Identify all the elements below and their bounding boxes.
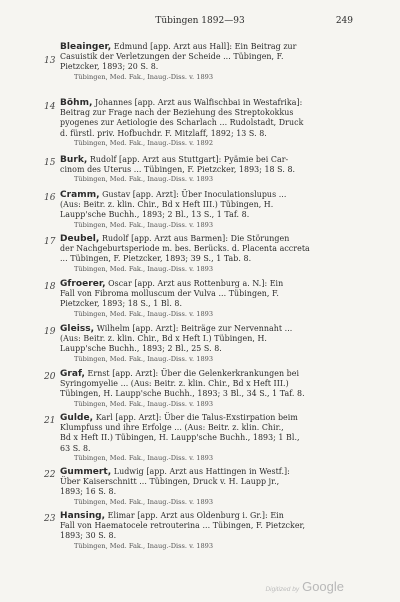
dissertation-note: Tübingen, Med. Fak., Inaug.-Diss. v. 1893 — [74, 454, 214, 462]
entry-number: 13 — [44, 56, 56, 66]
entry-number: 16 — [44, 193, 56, 203]
entry-body — [60, 190, 358, 221]
entry-body — [60, 369, 358, 400]
author-surname: Bleainger, — [60, 42, 112, 52]
entry-body — [60, 42, 358, 73]
author-surname: Graf, — [60, 369, 85, 379]
dissertation-note: Tübingen, Med. Fak., Inaug.-Diss. v. 1893 — [74, 498, 214, 506]
entry-text: Ernst [app. Arzt]: Über die Gelenkerkrankungen bei Syringomyelie ... (Aus: Beitr. z. klin. Chir., Bd x Heft III.) Tübingen, H. Laupp'sche Buchh., 1893; 3 Bl., 34 S., 1 Taf. 8. — [60, 369, 305, 399]
running-header — [0, 16, 400, 30]
page-number: 249 — [335, 16, 353, 26]
entry-number: 15 — [44, 158, 56, 168]
entry-number: 22 — [44, 470, 56, 480]
google-wordmark: Google — [302, 579, 344, 594]
entry-body — [60, 234, 358, 265]
entry-body — [60, 98, 358, 139]
entry-body — [60, 324, 358, 355]
author-surname: Deubel, — [60, 234, 100, 244]
entry-number: 18 — [44, 282, 56, 292]
entry-text: Karl [app. Arzt]: Über die Talus-Exstirpation beim Klumpfuss und ihre Erfolge ... (Aus: Beitr. z. klin. Chir., Bd x Heft II.) Tübingen, H. Laupp'sche Buchh., 1893; 1 Bl., 63 S. 8. — [60, 413, 300, 453]
author-surname: Cramm, — [60, 190, 100, 200]
dissertation-note: Tübingen, Med. Fak., Inaug.-Diss. v. 1893 — [74, 175, 214, 183]
entry-text: Edmund [app. Arzt aus Hall]: Ein Beitrag zur Casuistik der Verletzungen der Scheide ... Tübingen, F. Pietzcker, 1893; 20 S. 8. — [60, 42, 297, 72]
entry-text: Rudolf [app. Arzt aus Barmen]: Die Störungen der Nachgeburtsperiode m. bes. Berücks. d. Placenta accreta ... Tübingen, F. Pietzcker, 1893; 39 S., 1 Tab. 8. — [60, 234, 310, 264]
dissertation-note: Tübingen, Med. Fak., Inaug.-Diss. v. 1893 — [74, 221, 214, 229]
author-surname: Gleiss, — [60, 324, 95, 334]
running-title: Tübingen 1892—93 — [155, 16, 245, 26]
entry-text: Rudolf [app. Arzt aus Stuttgart]: Pyämie bei Car- cinom des Uterus ... Tübingen, F. Pietzcker, 1893; 18 S. 8. — [60, 155, 296, 175]
digitized-label: Digitized by — [265, 586, 300, 593]
entry-text: Elimar [app. Arzt aus Oldenburg i. Gr.]: Ein Fall von Haematocele retrouterina ... Tübingen, F. Pietzcker, 1893; 30 S. 8. — [60, 511, 306, 541]
entry-number: 14 — [44, 102, 56, 112]
entry-text: Oscar [app. Arzt aus Rottenburg a. N.]: Ein Fall von Fibroma molluscum der Vulva ... Tübingen, F. Pietzcker, 1893; 18 S., 1 Bl. 8. — [60, 279, 284, 309]
dissertation-note: Tübingen, Med. Fak., Inaug.-Diss. v. 1893 — [74, 265, 214, 273]
entry-number: 17 — [44, 237, 56, 247]
entry-number: 21 — [44, 416, 56, 426]
author-surname: Gfroerer, — [60, 279, 106, 289]
entry-number: 23 — [44, 514, 56, 524]
dissertation-note: Tübingen, Med. Fak., Inaug.-Diss. v. 1893 — [74, 542, 214, 550]
dissertation-note: Tübingen, Med. Fak., Inaug.-Diss. v. 1893 — [74, 355, 214, 363]
author-surname: Gulde, — [60, 413, 94, 423]
entry-text: Wilhelm [app. Arzt]: Beiträge zur Nervennaht ... (Aus: Beitr. z. klin. Chir., Bd x Heft I.) Tübingen, H. Laupp'sche Buchh., 1893; 2 Bl., 25 S. 8. — [60, 324, 293, 354]
entry-text: Johannes [app. Arzt aus Walfischbai in Westafrika]: Beitrag zur Frage nach der Beziehung des Streptokokkus pyogenes zur Aetiologie des Scharlach ... Rudolstadt, Druck d. fürstl. priv. Hofbuchdr. F. Mitzlaff, 1892; 13 S. 8. — [60, 98, 304, 138]
digitized-watermark — [265, 579, 344, 593]
entry-body — [60, 467, 358, 498]
dissertation-note: Tübingen, Med. Fak., Inaug.-Diss. v. 1893 — [74, 310, 214, 318]
entry-number: 20 — [44, 372, 56, 382]
author-surname: Gummert, — [60, 467, 112, 477]
author-surname: Böhm, — [60, 98, 93, 108]
entry-number: 19 — [44, 327, 56, 337]
entry-text: Ludwig [app. Arzt aus Hattingen in Westf.]: Über Kaiserschnitt ... Tübingen, Druck v. H. Laupp jr., 1893; 16 S. 8. — [60, 467, 290, 497]
entry-body — [60, 155, 358, 175]
dissertation-note: Tübingen, Med. Fak., Inaug.-Diss. v. 1893 — [74, 73, 214, 81]
entry-text: Gustav [app. Arzt]: Über Inoculationslupus ... (Aus: Beitr. z. klin. Chir., Bd x Heft III.) Tübingen, H. Laupp'sche Buchh., 1893; 2 Bl., 13 S., 1 Taf. 8. — [60, 190, 287, 220]
dissertation-note: Tübingen, Med. Fak., Inaug.-Diss. v. 1893 — [74, 400, 214, 408]
author-surname: Hansing, — [60, 511, 106, 521]
entry-body — [60, 279, 358, 310]
dissertation-note: Tübingen, Med. Fak., Inaug.-Diss. v. 1892 — [74, 139, 214, 147]
entry-body — [60, 511, 358, 542]
author-surname: Burk, — [60, 155, 88, 165]
entry-body — [60, 413, 358, 454]
